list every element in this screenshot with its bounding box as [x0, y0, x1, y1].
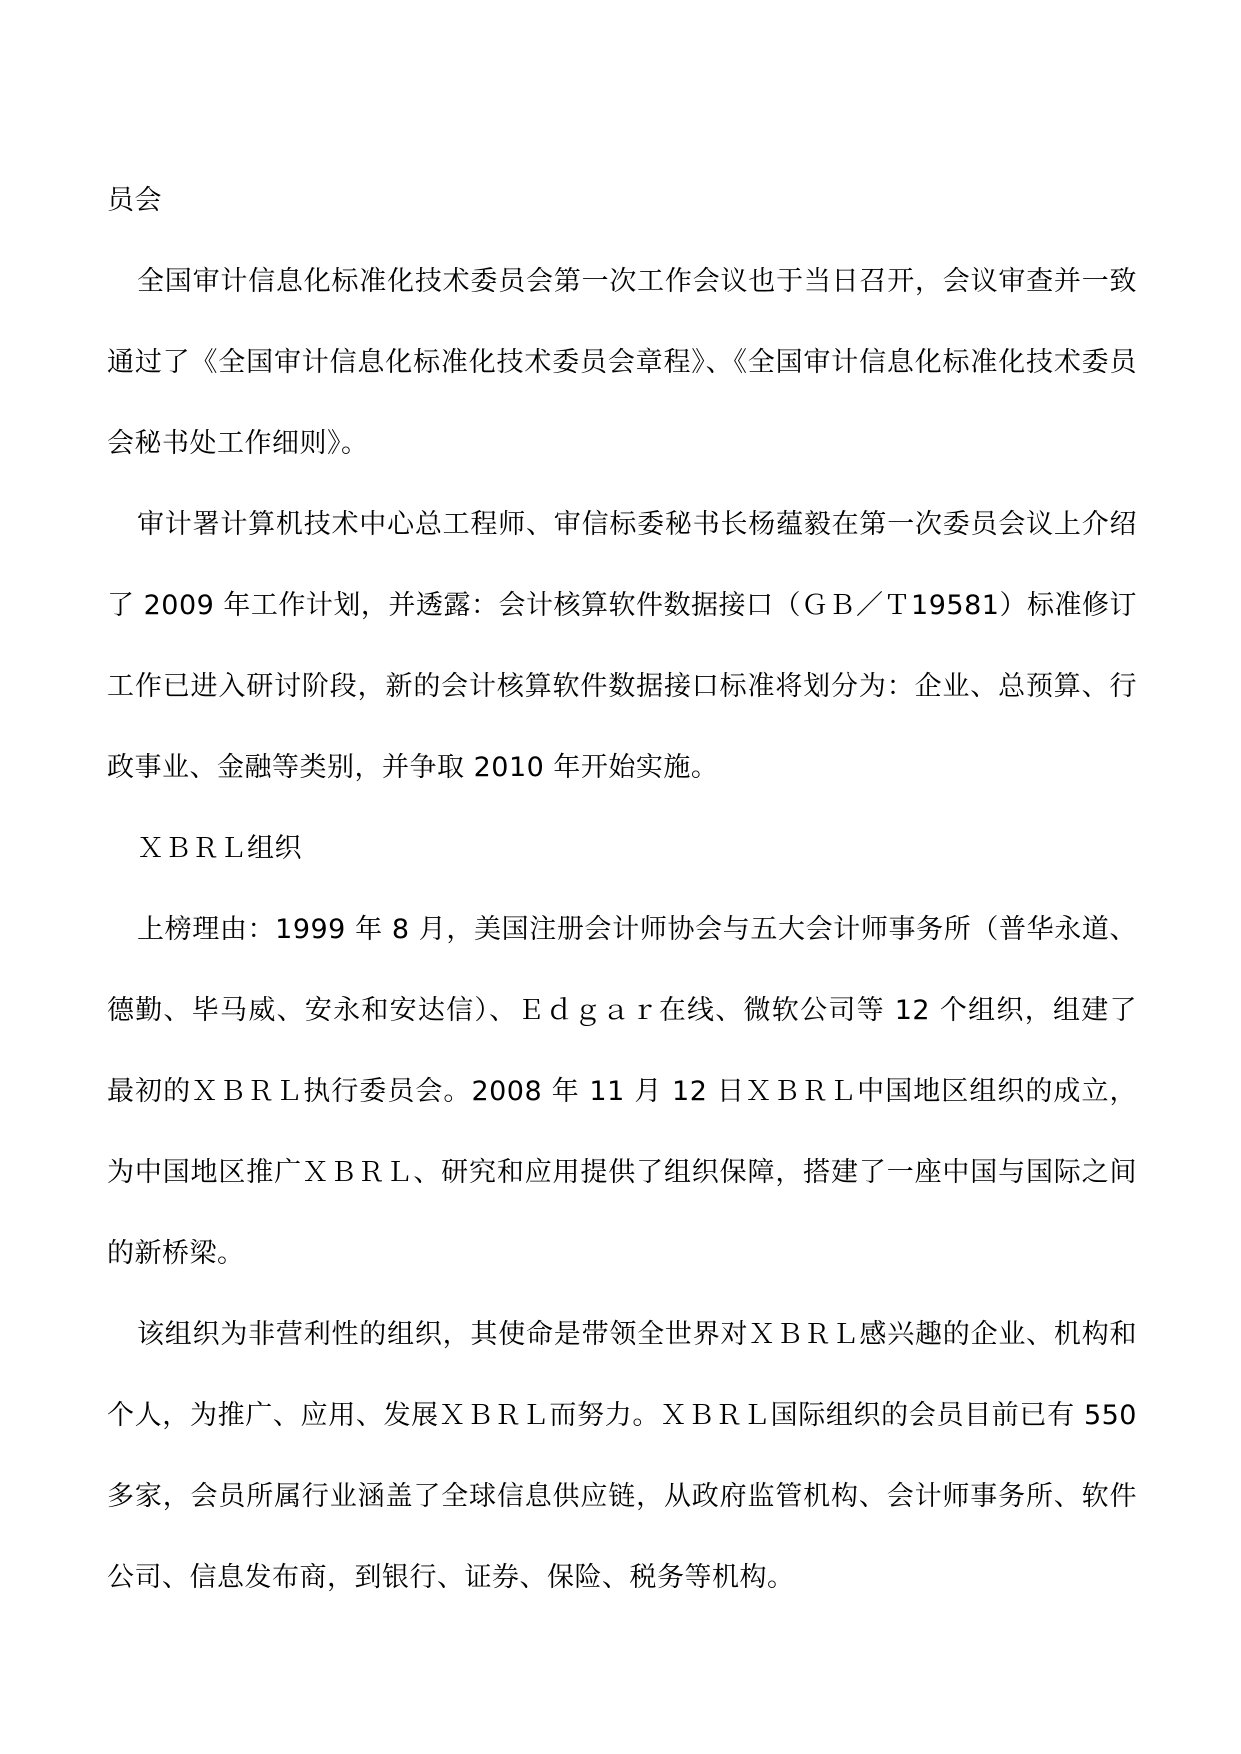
paragraph-work-plan: 审计署计算机技术中心总工程师、审信标委秘书长杨蕴毅在第一次委员会议上介绍了 2009 年工作计划，并透露：会计核算软件数据接口（ＧＢ／Ｔ19581）标准修订工作已进入研讨阶段，新的会计核算软件数据接口标准将划分为：企业、总预算、行政事业、金融等类别，并争取 2010 年开始实施。	[107, 509, 1137, 783]
paragraph-reason: 上榜理由：1999 年 8 月，美国注册会计师协会与五大会计师事务所（普华永道、德勤、毕马威、安永和安达信）、Ｅｄｇａｒ在线、微软公司等 12 个组织，组建了最初的ＸＢＲＬ执行委员会。2008 年 11 月 12 日ＸＢＲＬ中国地区组织的成立，为中国地区推广ＸＢＲＬ、研究和应用提供了组织保障，搭建了一座中国与国际之间的新桥梁。	[107, 914, 1137, 1269]
paragraph-meeting: 全国审计信息化标准化技术委员会第一次工作会议也于当日召开，会议审查并一致通过了《全国审计信息化标准化技术委员会章程》、《全国审计信息化标准化技术委员会秘书处工作细则》。	[107, 266, 1137, 459]
section-heading-xbrl: ＸＢＲＬ组织	[137, 833, 302, 864]
paragraph-mission: 该组织为非营利性的组织，其使命是带领全世界对ＸＢＲＬ感兴趣的企业、机构和个人，为推广、应用、发展ＸＢＲＬ而努力。ＸＢＲＬ国际组织的会员目前已有 550 多家，会员所属行业涵盖了全球信息供应链，从政府监管机构、会计师事务所、软件公司、信息发布商，到银行、证券、保险、税务等机构。	[107, 1319, 1137, 1593]
paragraph-continuation: 员会	[107, 185, 162, 216]
document-body	[107, 160, 1137, 1618]
